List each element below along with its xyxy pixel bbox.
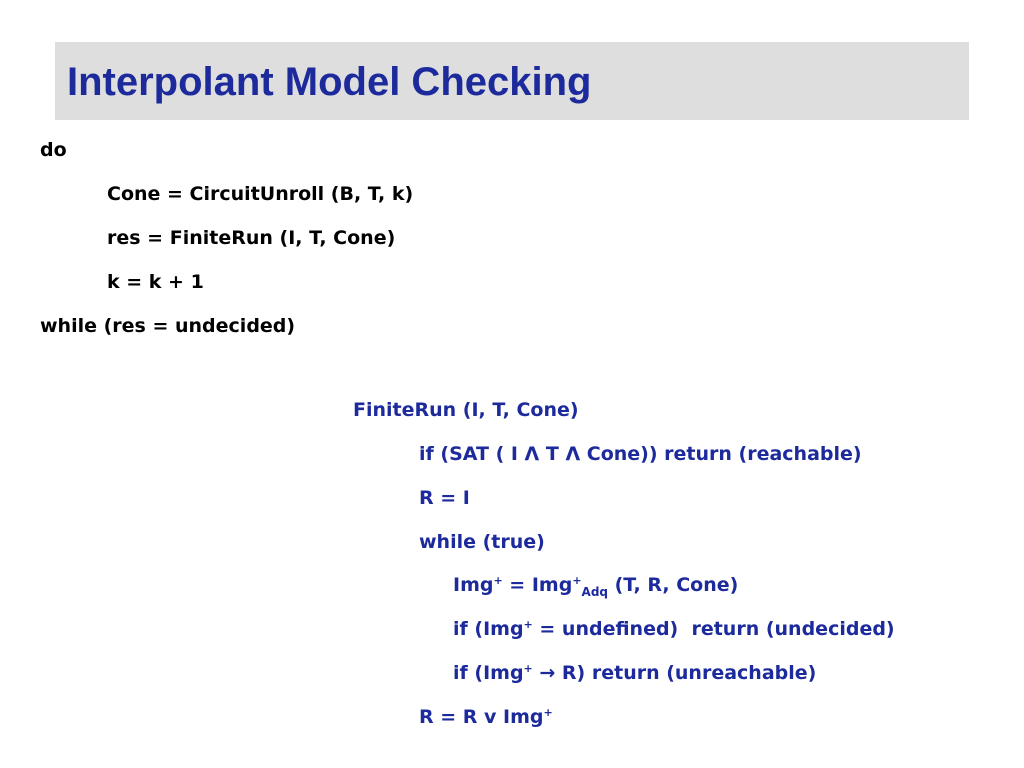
img-args: (T, R, Cone) xyxy=(608,574,739,596)
slide-title: Interpolant Model Checking xyxy=(67,60,592,104)
code-line-do: do xyxy=(40,139,67,161)
code-line-cone: Cone = CircuitUnroll (B, T, k) xyxy=(107,183,414,205)
img-eq: = Img xyxy=(502,574,573,596)
r-update-a: R = R v Img xyxy=(419,706,544,728)
code-line-while: while (res = undecided) xyxy=(40,315,296,337)
undef-b: = undefined) return (undecided) xyxy=(532,618,895,640)
impl-b: R) return (unreachable) xyxy=(561,662,817,684)
r-update-sup: + xyxy=(543,706,553,719)
finite-run-header: FiniteRun (I, T, Cone) xyxy=(353,399,579,421)
img-rhs-sup: + xyxy=(572,574,582,587)
img-lhs-sup: + xyxy=(493,574,503,587)
finite-run-img-assign xyxy=(453,572,738,598)
img-rhs-sub: Adq xyxy=(581,585,608,599)
code-line-k: k = k + 1 xyxy=(107,271,204,293)
code-line-res: res = FiniteRun (I, T, Cone) xyxy=(107,227,396,249)
finite-run-sat-check: if (SAT ( I Λ T Λ Cone)) return (reachable) xyxy=(419,443,862,465)
title-bar xyxy=(55,42,969,120)
undef-sup: + xyxy=(523,618,533,631)
finite-run-undefined-check xyxy=(453,616,895,642)
finite-run-r-update xyxy=(419,704,553,730)
finite-run-r-init: R = I xyxy=(419,487,470,509)
impl-sup: + xyxy=(523,662,533,675)
arrow-right-icon: → xyxy=(532,662,562,684)
finite-run-implication-check xyxy=(453,660,816,686)
undef-a: if (Img xyxy=(453,618,524,640)
impl-a: if (Img xyxy=(453,662,524,684)
finite-run-while: while (true) xyxy=(419,531,545,553)
img-lhs: Img xyxy=(453,574,494,596)
